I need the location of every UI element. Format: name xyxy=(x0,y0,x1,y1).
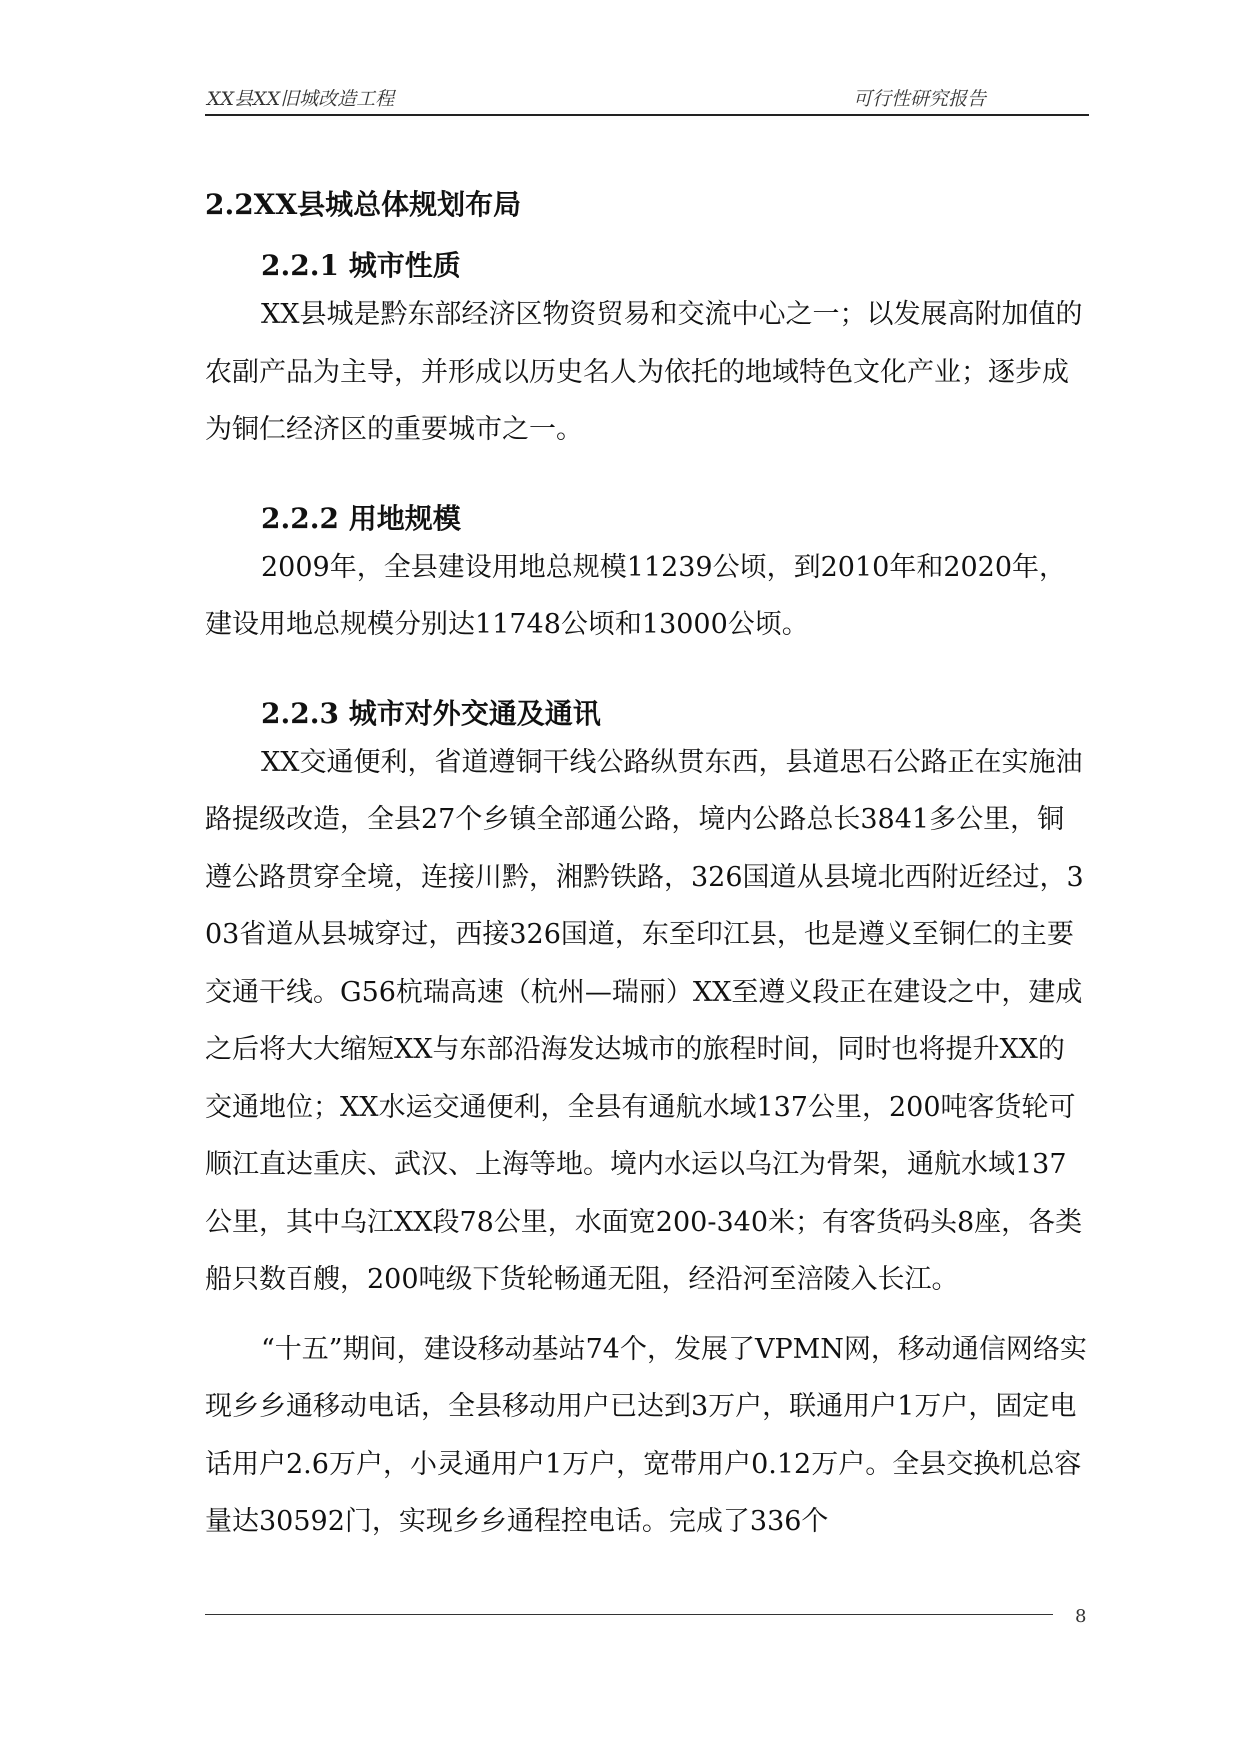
page-number: 8 xyxy=(1075,1606,1087,1627)
paragraph-city-nature: XX县城是黔东部经济区物资贸易和交流中心之一；以发展高附加值的农副产品为主导，并形成以历史名人为依托的地域特色文化产业；逐步成为铜仁经济区的重要城市之一。 xyxy=(205,299,1083,445)
document-body xyxy=(205,185,1089,1551)
header-report-title: 可行性研究报告 xyxy=(853,88,987,110)
section-title: 2.2XX县城总体规划布局 xyxy=(205,188,522,221)
subsection-title-land-scale: 2.2.2 用地规模 xyxy=(261,501,461,535)
paragraph-transport: XX交通便利，省道遵铜干线公路纵贯东西，县道思石公路正在实施油路提级改造，全县27个乡镇全部通公路，境内公路总长3841多公里，铜遵公路贯穿全境，连接川黔，湘黔铁路，326国道从县境北西附近经过，303省道从县城穿过，西接326国道，东至印江县，也是遵义至铜仁的主要交通干线。G56杭瑞高速（杭州—瑞丽）XX至遵义段正在建设之中，建成之后将大大缩短XX与东部沿海发达城市的旅程时间，同时也将提升XX的交通地位；XX水运交通便利，全县有通航水域137公里，200吨客货轮可顺江直达重庆、武汉、上海等地。境内水运以乌江为骨架，通航水域137公里，其中乌江XX段78公里，水面宽200-340米；有客货码头8座，各类船只数百艘，200吨级下货轮畅通无阻，经沿河至涪陵入长江。 xyxy=(205,746,1084,1295)
subsection-title-city-nature: 2.2.1 城市性质 xyxy=(261,249,461,282)
subsection-title-transport: 2.2.3 城市对外交通及通讯 xyxy=(261,696,601,730)
paragraph-land-scale: 2009年，全县建设用地总规模11239公顷，到2010年和2020年，建设用地总规模分别达11748公顷和13000公顷。 xyxy=(205,551,1067,640)
header-project-title: XX县XX旧城改造工程 xyxy=(207,88,395,110)
paragraph-telecom: “十五”期间，建设移动基站74个，发展了VPMN网，移动通信网络实现乡乡通移动电话，全县移动用户已达到3万户，联通用户1万户，固定电话用户2.6万户，小灵通用户1万户，宽带用户0.12万户。全县交换机总容量达30592门，实现乡乡通程控电话。完成了336个 xyxy=(205,1333,1087,1537)
page-header xyxy=(205,84,1089,116)
footer-rule xyxy=(205,1614,1053,1615)
